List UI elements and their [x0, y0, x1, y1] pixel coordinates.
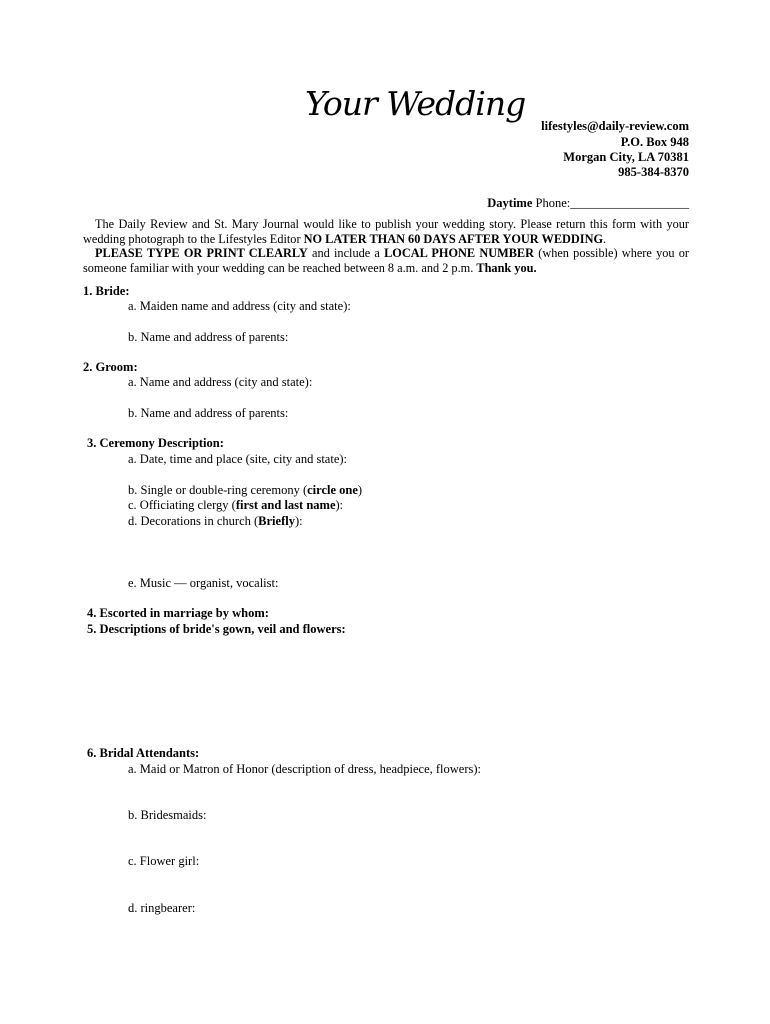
attendant-bridesmaids-field[interactable]: b. Bridesmaids: — [128, 808, 207, 822]
intro-text — [83, 217, 689, 275]
bride-maiden-name-field[interactable]: a. Maiden name and address (city and state): — [128, 299, 351, 313]
section-attendants: 6. Bridal Attendants: — [87, 746, 200, 760]
clergy-label: c. Officiating clergy ( — [128, 498, 236, 512]
attendant-ringbearer-field[interactable]: d. ringbearer: — [128, 901, 196, 915]
contact-email: lifestyles@daily-review.com — [541, 119, 689, 133]
groom-parents-field[interactable]: b. Name and address of parents: — [128, 406, 289, 420]
intro-p2-text: and include a — [307, 246, 385, 260]
intro-deadline: NO LATER THAN 60 DAYS AFTER YOUR WEDDING — [303, 231, 604, 246]
phone-blank[interactable]: ___________________ — [570, 196, 689, 210]
phone-label: Phone: — [532, 196, 571, 210]
ceremony-music-field[interactable]: e. Music — organist, vocalist: — [128, 576, 279, 590]
decorations-label: d. Decorations in church ( — [128, 514, 259, 528]
contact-po-box: P.O. Box 948 — [620, 135, 689, 149]
clergy-label-end: ): — [335, 498, 344, 512]
section-escorted[interactable]: 4. Escorted in marriage by whom: — [87, 606, 269, 620]
daytime-label: Daytime — [487, 196, 533, 210]
intro-p2-text-2: (when possible) where you or someone familiar with your wedding can be reached between 8 a.m. and 2 p.m. — [83, 246, 689, 275]
groom-name-field[interactable]: a. Name and address (city and state): — [128, 375, 313, 389]
section-ceremony: 3. Ceremony Description: — [87, 436, 224, 450]
section-groom: 2. Groom: — [83, 360, 138, 374]
clergy-first-last: first and last name — [235, 498, 336, 512]
intro-thank-you: Thank you. — [476, 260, 537, 275]
contact-phone: 985-384-8370 — [618, 165, 689, 179]
ring-label: b. Single or double-ring ceremony ( — [128, 483, 308, 497]
attendant-flower-girl-field[interactable]: c. Flower girl: — [128, 854, 200, 868]
daytime-phone-field[interactable] — [487, 196, 689, 211]
intro-paragraph-1 — [83, 217, 689, 246]
ring-circle-one: circle one — [307, 483, 358, 497]
ceremony-clergy-field[interactable] — [128, 498, 343, 513]
intro-local-phone: LOCAL PHONE NUMBER — [384, 246, 534, 260]
page-title: Your Wedding — [305, 84, 526, 123]
intro-paragraph-2 — [83, 246, 689, 275]
attendant-maid-field[interactable]: a. Maid or Matron of Honor (description of dress, headpiece, flowers): — [128, 762, 482, 776]
ceremony-date-field[interactable]: a. Date, time and place (site, city and state): — [128, 452, 348, 466]
ring-label-end: ) — [357, 483, 363, 497]
bride-parents-field[interactable]: b. Name and address of parents: — [128, 330, 289, 344]
contact-city: Morgan City, LA 70381 — [563, 150, 689, 164]
ceremony-ring-field[interactable] — [128, 483, 362, 498]
decorations-label-end: ): — [294, 514, 303, 528]
intro-print-clearly: PLEASE TYPE OR PRINT CLEARLY — [95, 246, 308, 260]
section-gown[interactable]: 5. Descriptions of bride's gown, veil and flowers: — [87, 622, 346, 636]
intro-p1-text: The Daily Review and St. Mary Journal would like to publish your wedding story. Please return this form with your wedding photograph to the Lifestyles Editor — [83, 217, 689, 246]
intro-p1-end: . — [603, 231, 607, 246]
section-bride: 1. Bride: — [83, 284, 130, 298]
ceremony-decorations-field[interactable] — [128, 514, 303, 529]
decorations-briefly: Briefly — [258, 514, 295, 528]
